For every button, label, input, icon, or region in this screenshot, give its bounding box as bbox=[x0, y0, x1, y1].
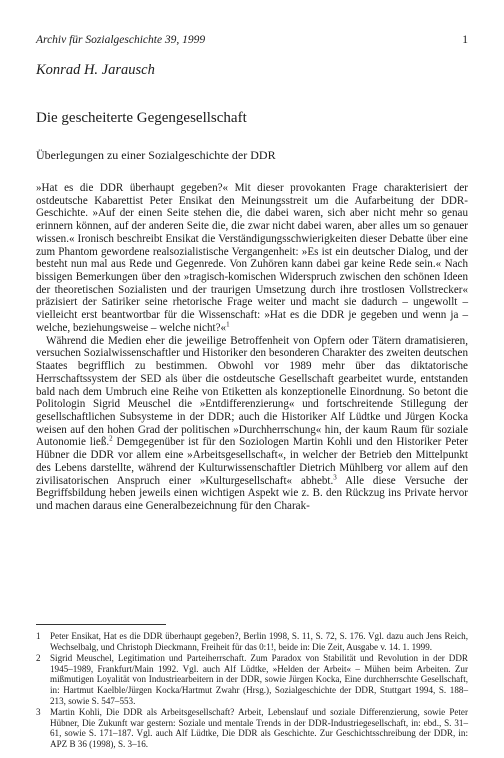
paragraph-2 bbox=[36, 335, 468, 513]
footnote-ref-3: 3 bbox=[333, 472, 337, 481]
footnote-text: Martin Kohli, Die DDR als Arbeitsgesellschaft? Arbeit, Lebenslauf und soziale Differenzierung, sowie Peter Hübner, Die Zukunft war gestern: Soziale und mentale Trends in der DDR-Industriegesellschaft, in: ebd., S. 31–61, sowie S. 171–187. Vgl. auch Alf Lüdtke, Die DDR als Geschichte. Zur Geschichtsschreibung der DDR, in: APZ B 36 (1998), S. 3–16. bbox=[50, 707, 468, 749]
footnote-number: 3 bbox=[36, 707, 41, 718]
article-title: Die gescheiterte Gegengesellschaft bbox=[36, 110, 247, 126]
paragraph-1-text: »Hat es die DDR überhaupt gegeben?« Mit dieser provokanten Frage charakterisiert der ostdeutsche Kabarettist Peter Ensikat den Meinungsstreit um die Aufarbeitung der DDR-Geschichte. »Auf der einen Seite stehen die, die dabei waren, sich aber nicht mehr so genau erinnern können, auf der anderen Seite die, die zwar nicht dabei waren, aber alles um so genauer wissen.« Ironisch beschreibt Ensikat die Verständigungsschwierigkeiten dieser Debatte über eine zum Phantom gewordene realsozialistische Vergangenheit: »Es ist ein deutscher Dialog, und der besteht nun mal aus Rede und Gegenrede. Von Zuhören kann dabei gar keine Rede sein.« Nach bissigen Bemerkungen über den »tragisch-komischen Widerspruch zwischen den schönen Ideen der theoretischen Sozialisten und der traurigen Umsetzung durch ihre trostlosen Vollstrecker« präzisiert der Satiriker seine rhetorische Frage weiter und macht sie dadurch – ungewollt – vielleicht erst beantwortbar für die Wissenschaft: »Hat es die DDR je gegeben und wenn ja – welche, beziehungsweise – welche nicht?« bbox=[36, 182, 468, 334]
footnotes bbox=[36, 631, 468, 751]
footnote bbox=[36, 631, 468, 652]
footnote-divider bbox=[36, 624, 166, 625]
page-number: 1 bbox=[462, 34, 468, 46]
footnote-text: Peter Ensikat, Hat es die DDR überhaupt gegeben?, Berlin 1998, S. 11, S. 72, S. 176. Vgl. dazu auch Jens Reich, Wechselbalg, und Christoph Dieckmann, Freiheit für das 0:1!, beide in: Die Zeit, Ausgabe v. 14. 1. 1999. bbox=[50, 631, 468, 652]
footnote-ref-1: 1 bbox=[226, 320, 230, 329]
footnote-number: 2 bbox=[36, 653, 41, 664]
paragraph-2-text-a: Während die Medien eher die jeweilige Betroffenheit von Opfern oder Tätern dramatisieren, versuchen Sozialwissenschaftler und Historiker den besonderen Charakter des zweiten deutschen Staates begrifflich zu bestimmen. Obwohl vor 1989 mehr über das diktatorische Herrschaftssystem der SED als über die ostdeutsche Gesellschaft gearbeitet wurde, entstanden bald nach dem Umbruch eine Reihe von Etiketten als konzeptionelle Einordnung. So betont die Politologin Sigrid Meuschel die »Entdifferenzierung« und fortschreitende Stillegung der gesellschaftlichen Subsysteme in der DDR; auch die Historiker Alf Lüdtke und Jürgen Kocka weisen auf den hohen Grad der politischen »Durchherrschung« hin, der kaum Raum für soziale Autonomie ließ. bbox=[36, 334, 468, 449]
paragraph-2-text-b: Demgegenüber ist für den Soziologen Martin Kohli und den Historiker Peter Hübner die DDR vor allem eine »Arbeitsgesellschaft«, in welcher der Betrieb den Mittelpunkt des Lebens darstellte, während der Kulturwissenschaftler Dietrich Mühlberg vor allem auf den zivilisatorischen Anspruch einer »Kulturgesellschaft« abhebt. bbox=[36, 436, 468, 487]
author-name: Konrad H. Jarausch bbox=[36, 62, 155, 78]
paragraph-2-text-c: Alle diese Versuche der Begriffsbildung heben jeweils einen wichtigen Aspekt wie z. B. den Rückzug ins Private hervor und machen daraus eine Generalbezeichnung für den Charak- bbox=[36, 474, 468, 512]
article-subtitle: Überlegungen zu einer Sozialgeschichte der DDR bbox=[36, 148, 276, 162]
article-body bbox=[36, 182, 468, 513]
running-header bbox=[36, 34, 468, 46]
journal-citation: Archiv für Sozialgeschichte 39, 1999 bbox=[36, 34, 206, 46]
footnote bbox=[36, 707, 468, 749]
footnote-ref-2: 2 bbox=[109, 434, 113, 443]
footnote-text: Sigrid Meuschel, Legitimation und Parteiherrschaft. Zum Paradox von Stabilität und Revolution in der DDR 1945–1989, Frankfurt/Main 1992. Vgl. auch Alf Lüdtke, »Helden der Arbeit« – Mühen beim Arbeiten. Zur mißmutigen Loyalität von Industriearbeitern in der DDR, sowie Jürgen Kocka, Eine durchherrschte Gesellschaft, in: Hartmut Kaelble/Jürgen Kocka/Hartmut Zwahr (Hrsg.), Sozialgeschichte der DDR, Stuttgart 1994, S. 188–213, sowie S. 547–553. bbox=[50, 653, 468, 706]
footnote bbox=[36, 653, 468, 706]
footnote-number: 1 bbox=[36, 631, 41, 641]
paragraph-1 bbox=[36, 182, 468, 335]
